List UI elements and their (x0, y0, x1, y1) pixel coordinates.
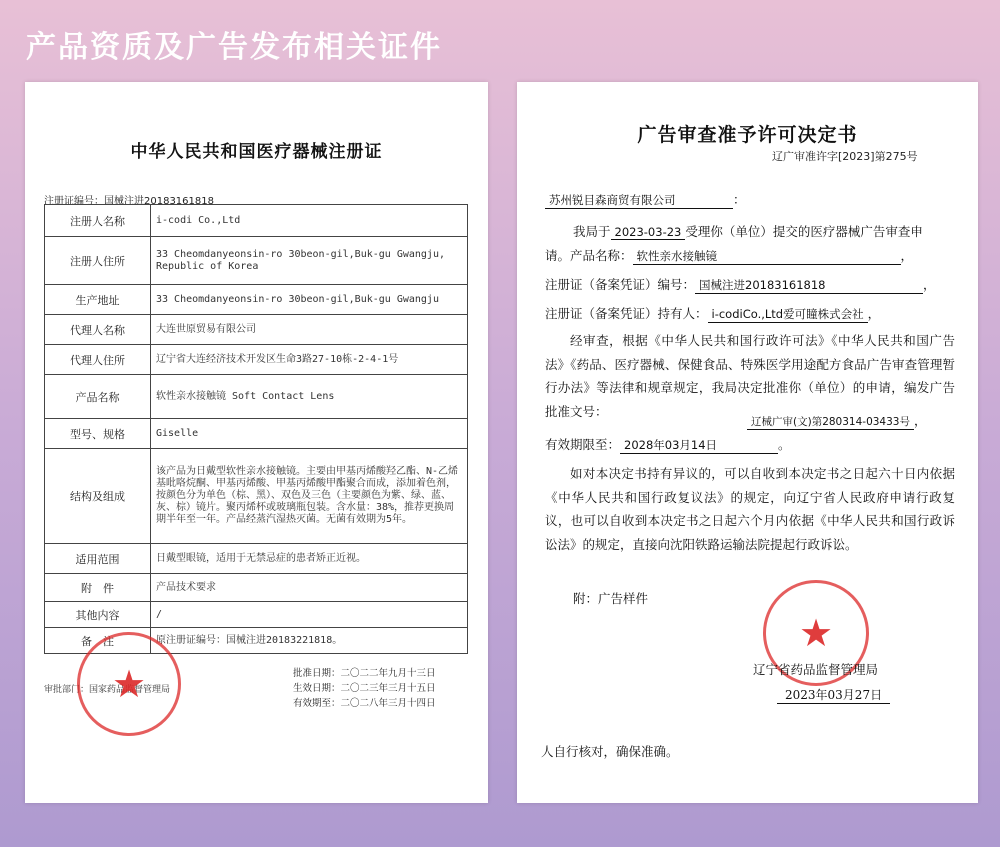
reg-number: 国械注进20183161818 (695, 277, 923, 294)
decision-line-1 (573, 222, 923, 240)
text: 请。产品名称： (545, 248, 633, 263)
table-row (45, 285, 468, 315)
row-label: 型号、规格 (45, 419, 151, 449)
table-row (45, 449, 468, 544)
approval-number-line: 辽械广审(文)第280314-03433号 ， (747, 411, 926, 430)
table-row (45, 315, 468, 345)
approving-department: 审批部门：国家药品监督管理局 (44, 685, 171, 695)
approval-date: 批准日期：二〇二二年九月十三日 (293, 668, 436, 679)
text: 受理你（单位）提交的医疗器械广告审查申 (685, 224, 923, 239)
certificate-reg-no: 注册证编号：国械注进20183161818 (44, 196, 214, 207)
row-value: 该产品为日戴型软性亲水接触镜。主要由甲基丙烯酸羟乙酯、N-乙烯基吡咯烷酮、甲基丙烯酸、甲基丙烯酸甲酯聚合而成，添加着色剂，按颜色分为单色（棕、黑）、双色及三色（主要颜色为紫、绿、蓝、灰、棕）镜片。聚丙烯杯或玻璃瓶包装。含水量：38%，推荐更换周期半年至一年。产品经蒸汽湿热灭菌。无菌有效期为5年。 (151, 449, 468, 544)
row-value: i-codi Co.,Ltd (151, 205, 468, 237)
certificate-seal (77, 632, 181, 736)
seal-star-icon: ★ (798, 611, 834, 655)
row-label: 代理人名称 (45, 315, 151, 345)
issue-date: 2023年03月27日 (777, 686, 890, 704)
row-label: 生产地址 (45, 285, 151, 315)
row-value: 33 Cheomdanyeonsin-ro 30beon-gil,Buk-gu Gwangju (151, 285, 468, 315)
row-label: 附 件 (45, 574, 151, 602)
certificate-table (44, 204, 468, 654)
valid-until-line: 有效期限至： 2028年03月14日 。 (545, 437, 791, 452)
text: 有效期限至： (545, 437, 621, 452)
decision-line-3: 注册证（备案凭证）编号： 国械注进20183161818 ， (545, 277, 936, 292)
row-label: 产品名称 (45, 375, 151, 419)
table-row (45, 602, 468, 628)
table-row (45, 237, 468, 285)
recipient-line: 苏州锐目森商贸有限公司 ： (545, 190, 746, 209)
row-value: Giselle (151, 419, 468, 449)
expiry-date: 有效期至：二〇二八年三月十四日 (293, 698, 436, 709)
decision-doc-no: 辽广审准许字[2023]第275号 (772, 150, 918, 163)
decision-line-4: 注册证（备案凭证）持有人： i-codiCo.,Ltd爱可瞳株式会社 ， (545, 306, 881, 321)
certificate-title: 中华人民共和国医疗器械注册证 (130, 142, 383, 162)
row-value: 33 Cheomdanyeonsin-ro 30beon-gil,Buk-gu Gwangju, Republic of Korea (151, 237, 468, 285)
row-value: 辽宁省大连经济技术开发区生命3路27-10栋-2-4-1号 (151, 345, 468, 375)
holder: i-codiCo.,Ltd爱可瞳株式会社 (708, 306, 868, 323)
issuer-name: 辽宁省药品监督管理局 (753, 662, 879, 677)
row-value: 软性亲水接触镜 Soft Contact Lens (151, 375, 468, 419)
seal-star-icon: ★ (111, 662, 147, 706)
approval-number: 辽械广审(文)第280314-03433号 (747, 414, 914, 430)
row-label: 其他内容 (45, 602, 151, 628)
text: 注册证（备案凭证）编号： (545, 277, 696, 292)
ad-approval-decision (517, 82, 978, 803)
row-value: 原注册证编号：国械注进20183221818。 (151, 628, 468, 654)
recipient-company: 苏州锐目森商贸有限公司 (545, 192, 733, 209)
date-received: 2023-03-23 (611, 225, 686, 240)
valid-until: 2028年03月14日 (620, 437, 778, 454)
row-label: 注册人名称 (45, 205, 151, 237)
attachment-note: 附：广告样件 (573, 591, 649, 606)
table-row (45, 419, 468, 449)
text: 我局于 (573, 224, 611, 239)
product-name: 软性亲水接触镜 (633, 248, 901, 265)
row-label: 备 注 (45, 628, 151, 654)
footer-note: 人自行核对，确保准确。 (541, 744, 679, 759)
row-value: 大连世原贸易有限公司 (151, 315, 468, 345)
table-row (45, 375, 468, 419)
review-paragraph: 经审查，根据《中华人民共和国行政许可法》《中华人民共和国广告法》《药品、医疗器械、保健食品、特殊医学用途配方食品广告审查管理暂行办法》等法律和规章规定，我局决定批准你（单位）的申请，编发广告批准文号： (545, 333, 955, 419)
table-row (45, 205, 468, 237)
table-row (45, 544, 468, 574)
table-row (45, 345, 468, 375)
page-banner-title: 产品资质及广告发布相关证件 (26, 30, 442, 65)
row-value: / (151, 602, 468, 628)
decision-title: 广告审查准予许可决定书 (637, 124, 858, 146)
certificate-dates (293, 666, 436, 711)
row-label: 结构及组成 (45, 449, 151, 544)
row-label: 代理人住所 (45, 345, 151, 375)
row-value: 产品技术要求 (151, 574, 468, 602)
row-label: 适用范围 (45, 544, 151, 574)
row-value: 日戴型眼镜，适用于无禁忌症的患者矫正近视。 (151, 544, 468, 574)
decision-line-2: 请。产品名称： 软性亲水接触镜 ， (545, 248, 914, 263)
effective-date: 生效日期：二〇二三年三月十五日 (293, 683, 436, 694)
registration-certificate (25, 82, 488, 803)
table-row (45, 574, 468, 602)
text: 注册证（备案凭证）持有人： (545, 306, 708, 321)
appeal-paragraph: 如对本决定书持有异议的，可以自收到本决定书之日起六十日内依据《中华人民共和国行政复议法》的规定，向辽宁省人民政府申请行政复议，也可以自收到本决定书之日起六个月内依据《中华人民共和国行政诉讼法》的规定，直接向沈阳铁路运输法院提起行政诉讼。 (545, 466, 955, 552)
row-label: 注册人住所 (45, 237, 151, 285)
